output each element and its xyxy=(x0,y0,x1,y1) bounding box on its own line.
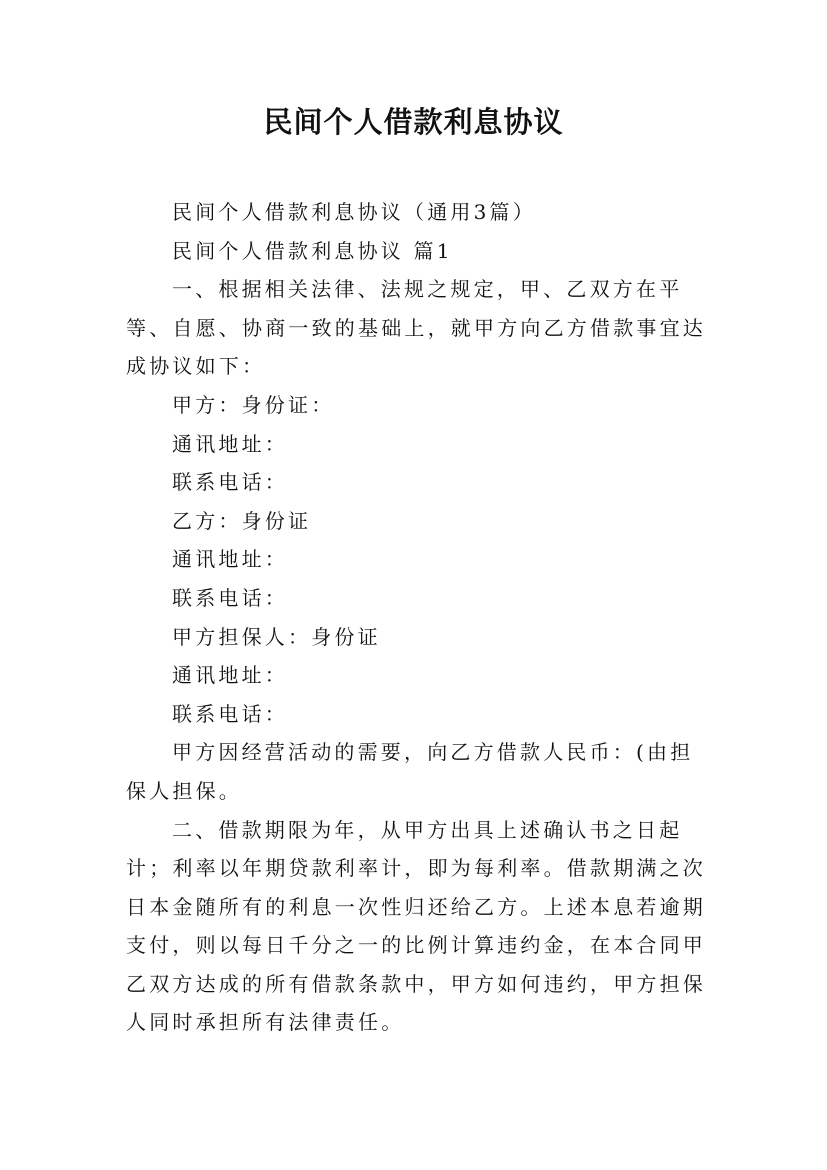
paragraph-clause-1: 一、根据相关法律、法规之规定，甲、乙双方在平等、自愿、协商一致的基础上，就甲方向乙方借款事宜达成协议如下： xyxy=(126,277,706,379)
document-body xyxy=(126,193,711,1042)
party-b-id: 乙方：身份证 xyxy=(172,508,312,533)
party-a-address: 通讯地址： xyxy=(172,431,288,456)
party-a-phone: 联系电话： xyxy=(172,470,288,495)
party-a-id: 甲方：身份证： xyxy=(172,392,335,417)
party-b-phone: 联系电话： xyxy=(172,585,288,610)
guarantor-address: 通讯地址： xyxy=(172,663,288,688)
party-b-address: 通讯地址： xyxy=(172,547,288,572)
paragraph-section-heading: 民间个人借款利息协议 篇1 xyxy=(172,238,453,263)
guarantor-id: 甲方担保人：身份证 xyxy=(172,624,381,649)
paragraph-loan-purpose: 甲方因经营活动的需要，向乙方借款人民币：(由担保人担保。 xyxy=(126,740,694,803)
guarantor-phone: 联系电话： xyxy=(172,701,288,726)
document-title: 民间个人借款利息协议 xyxy=(263,105,564,139)
paragraph-subtitle: 民间个人借款利息协议（通用3篇） xyxy=(172,200,536,224)
paragraph-clause-2: 二、借款期限为年，从甲方出具上述确认书之日起计；利率以年期贷款利率计，即为每利率。借款期满之次日本金随所有的利息一次性归还给乙方。上述本息若逾期支付，则以每日千分之一的比例计算违约金，在本合同甲乙双方达成的所有借款条款中，甲方如何违约，甲方担保人同时承担所有法律责任。 xyxy=(126,817,706,1035)
